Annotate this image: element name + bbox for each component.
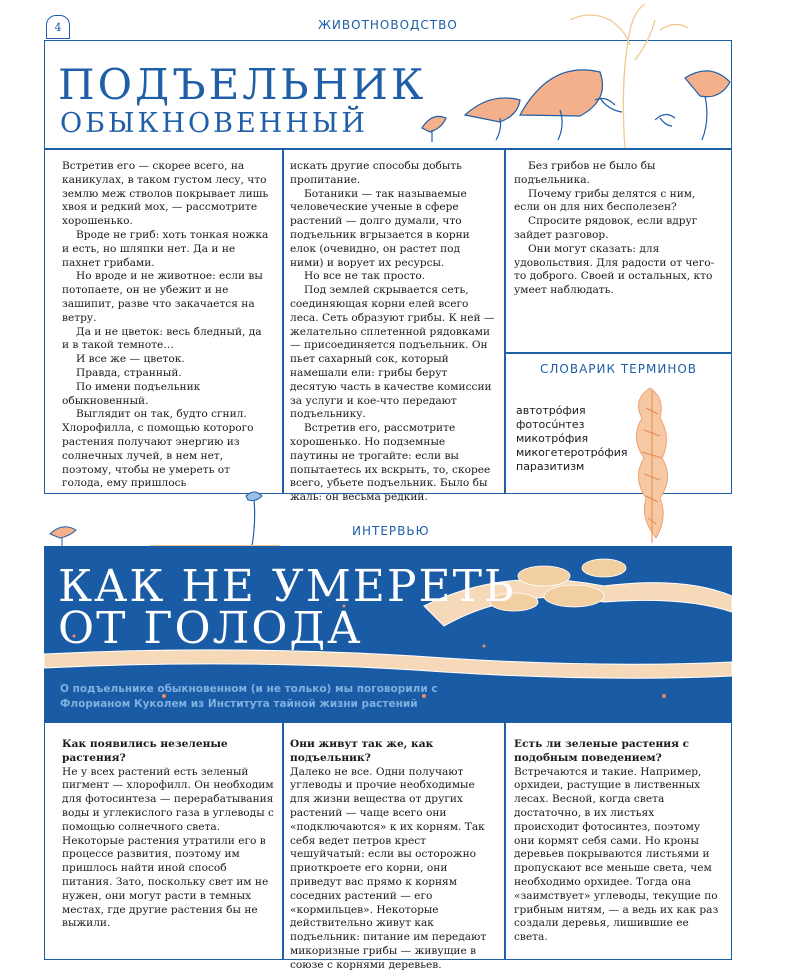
- page-subtitle: ОБЫКНОВЕННЫЙ: [60, 108, 368, 139]
- glossary-term: паразитизм: [516, 460, 585, 473]
- paragraph: Да и не цветок: весь бледный, да и в такой темноте…: [62, 325, 262, 352]
- paragraph: Спросите рядовок, если вдруг зайдет разговор.: [514, 215, 698, 241]
- paragraph: Правда, странный.: [76, 366, 182, 379]
- interview-banner: [44, 546, 732, 722]
- paragraph: Но вроде и не животное: если вы потопаете, он не убежит и не зашипит, разве что закачается на ветру.: [62, 270, 263, 324]
- paragraph: Ботаники — так называемые человеческие ученые в сфере растений — долго думали, что подъельник вгрызается в корни елок (очевидно, он растет под ними) и ворует их ресурсы.: [290, 187, 470, 269]
- glossary-title: СЛОВАРИК ТЕРМИНОВ: [540, 362, 698, 376]
- paragraph: Но все не так просто.: [304, 270, 426, 283]
- glossary-divider: [504, 352, 732, 354]
- glossary-term: микотрóфия: [516, 432, 589, 445]
- paragraph: Выглядит он так, будто сгнил. Хлорофилла, с помощью которого растения получают энергию из солнечных лучей, в нем нет, поэтому, чтобы не умереть от голода, ему пришлось: [62, 408, 254, 490]
- article-column-1: [62, 160, 272, 491]
- small-plants-illustration: [40, 486, 290, 550]
- paragraph: Почему грибы делятся с ним, если он для них бесполезен?: [514, 187, 696, 214]
- interview-title-line2: ОТ ГОЛОДА: [58, 603, 363, 654]
- glossary-term: автотрóфия: [516, 404, 586, 417]
- interview-title-line1: КАК НЕ УМЕРЕТЬ: [58, 561, 516, 612]
- article-column-2: [290, 160, 496, 505]
- column-divider: [504, 722, 506, 960]
- column-divider: [282, 722, 284, 960]
- paragraph: Встретив его — скорее всего, на каникулах, в таком густом лесу, что землю меж стволов покрывает лишь хвоя и редкий мох, — рассмотрите хорошенько.: [62, 160, 269, 228]
- answer: Не у всех растений есть зеленый пигмент — хлорофилл. Он необходим для фотосинтеза — перерабатывания воды и углекислого газа в углеводы с помощью солнечного света. Некоторые растения утратили его в процессе развития, поэтому им пришлось найти иной способ питания. Зато, поскольку свет им не нужен, они могут расти в темных местах, где другие растения бы не выжили.: [62, 765, 274, 930]
- answer: Далеко не все. Одни получают углеводы и прочие необходимые для жизни вещества от других растений — чаще всего они «подключаются» к их корням. Так себя ведет петров крест чешуйчатый: если вы осторожно приоткроете его корни, они приведут вас прямо к корням соседних растений — его «кормильцев». Некоторые действительно живут как подъельник: питание им передают микоризные грибы — живущие в союзе с корнями деревьев.: [290, 765, 487, 971]
- question: Как появились незеленые растения?: [62, 738, 228, 764]
- qa-column-2: [290, 738, 496, 973]
- paragraph: Они могут сказать: для удовольствия. Для радости от чего-то доброго. Своей и остальных, кто умеет наблюдать.: [514, 242, 715, 297]
- column-divider: [504, 148, 506, 494]
- paragraph: Без грибов не было бы подъельника.: [514, 160, 656, 186]
- interview-label: ИНТЕРВЬЮ: [352, 524, 430, 538]
- article-column-3: [514, 160, 720, 298]
- glossary-list: [516, 404, 628, 474]
- paragraph: По имени подъельник обыкновенный.: [62, 380, 201, 407]
- paragraph: Вроде не гриб: хоть тонкая ножка и есть, но шляпки нет. Да и не пахнет грибами.: [62, 228, 269, 269]
- question: Они живут так же, как подъельник?: [290, 738, 434, 764]
- page-number: 4: [46, 15, 70, 39]
- paragraph: искать другие способы добыть пропитание.: [290, 160, 462, 186]
- glossary-term: фотосúнтез: [516, 418, 585, 431]
- interview-lead-line1: О подъельнике обыкновенном (и не только) мы поговорили с: [60, 683, 438, 695]
- page-title: ПОДЪЕЛЬНИК: [58, 60, 427, 109]
- qa-column-3: [514, 738, 722, 945]
- paragraph: Под землей скрывается сеть, соединяющая корни елей всего леса. Сеть образуют грибы. К ней — желательно сплетенной рядовками — присоединяется подъельник. Он пьет сахарный сок, который намешали ели: грибы берут десятую часть в качестве комиссии за услуги и кое-что передают подъельнику.: [290, 284, 495, 421]
- section-label: ЖИВОТНОВОДСТВО: [318, 18, 458, 32]
- column-divider: [282, 148, 284, 494]
- glossary-term: микогетеротрóфия: [516, 446, 628, 459]
- question: Есть ли зеленые растения с подобным поведением?: [514, 738, 690, 764]
- answer: Встречаются и такие. Например, орхидеи, растущие в лиственных лесах. Весной, когда света достаточно, в их листьях происходит фотосинтез, поэтому они кормят себя сами. Но кроны деревьев покрываются листьями и пропускают все меньше света, чем необходимо орхидее. Тогда она «заимствует» углеводы, текущие по грибным нитям, — а ведь их как раз создали деревья, лишившие ее света.: [514, 765, 719, 944]
- qa-column-1: [62, 738, 274, 931]
- interview-lead-line2: Флорианом Куколем из Института тайной жизни растений: [60, 698, 418, 710]
- title-divider: [44, 148, 732, 150]
- paragraph: И все же — цветок.: [76, 353, 185, 366]
- paragraph: Встретив его, рассмотрите хорошенько. Но подземные паутины не трогайте: если вы попытаетесь их вскрыть, то, скорее всего, убьете подъельник. Было бы жаль: он весьма редкий.: [290, 422, 491, 504]
- mushrooms-illustration: [410, 0, 740, 148]
